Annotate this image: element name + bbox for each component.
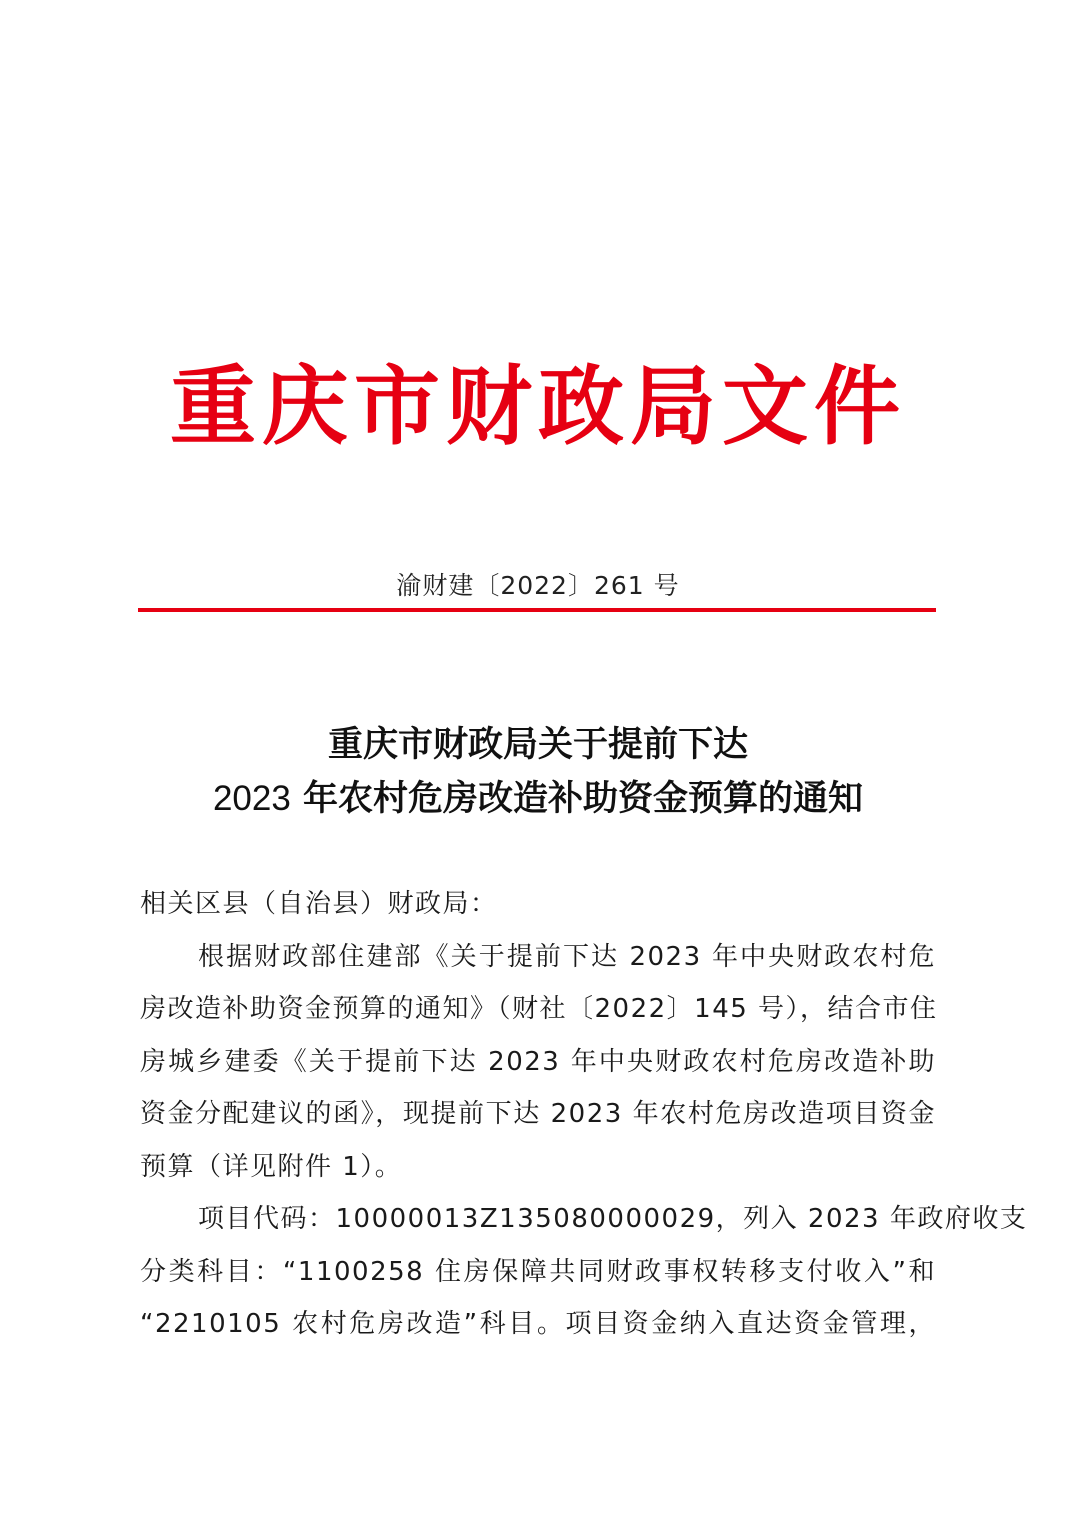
red-divider-line — [138, 608, 936, 612]
notice-title — [100, 718, 976, 826]
paragraph-1-line: 房城乡建委《关于提前下达 2023 年中央财政农村危房改造补助 — [140, 1046, 936, 1077]
title-year: 2023 — [212, 779, 291, 818]
title-line-2 — [100, 772, 976, 826]
paragraph-2-line: 项目代码：10000013Z135080000029，列入 2023 年政府收支 — [198, 1204, 1028, 1234]
salutation: 相关区县（自治县）财政局： — [140, 889, 498, 919]
title-line-2-rest: 年农村危房改造补助资金预算的通知 — [290, 778, 864, 819]
paragraph-1-line: 资金分配建议的函》，现提前下达 2023 年农村危房改造项目资金 — [140, 1099, 936, 1129]
paragraph-2-line: 分类科目：“1100258 住房保障共同财政事权转移支付收入”和 — [140, 1256, 936, 1287]
paragraph-1-line: 根据财政部住建部《关于提前下达 2023 年中央财政农村危 — [198, 941, 936, 972]
paragraph-2-line: “2210105 农村危房改造”科目。项目资金纳入直达资金管理， — [140, 1309, 936, 1339]
paragraph-1-line: 预算（详见附件 1）。 — [140, 1151, 403, 1182]
masthead-title: 重庆市财政局文件 — [170, 356, 906, 457]
paragraph-1-line: 房改造补助资金预算的通知》（财社〔2022〕145 号），结合市住 — [140, 994, 938, 1024]
notice-body — [140, 878, 1028, 1351]
document-number: 渝财建〔2022〕261 号 — [396, 571, 680, 600]
title-line-1: 重庆市财政局关于提前下达 — [327, 724, 748, 765]
